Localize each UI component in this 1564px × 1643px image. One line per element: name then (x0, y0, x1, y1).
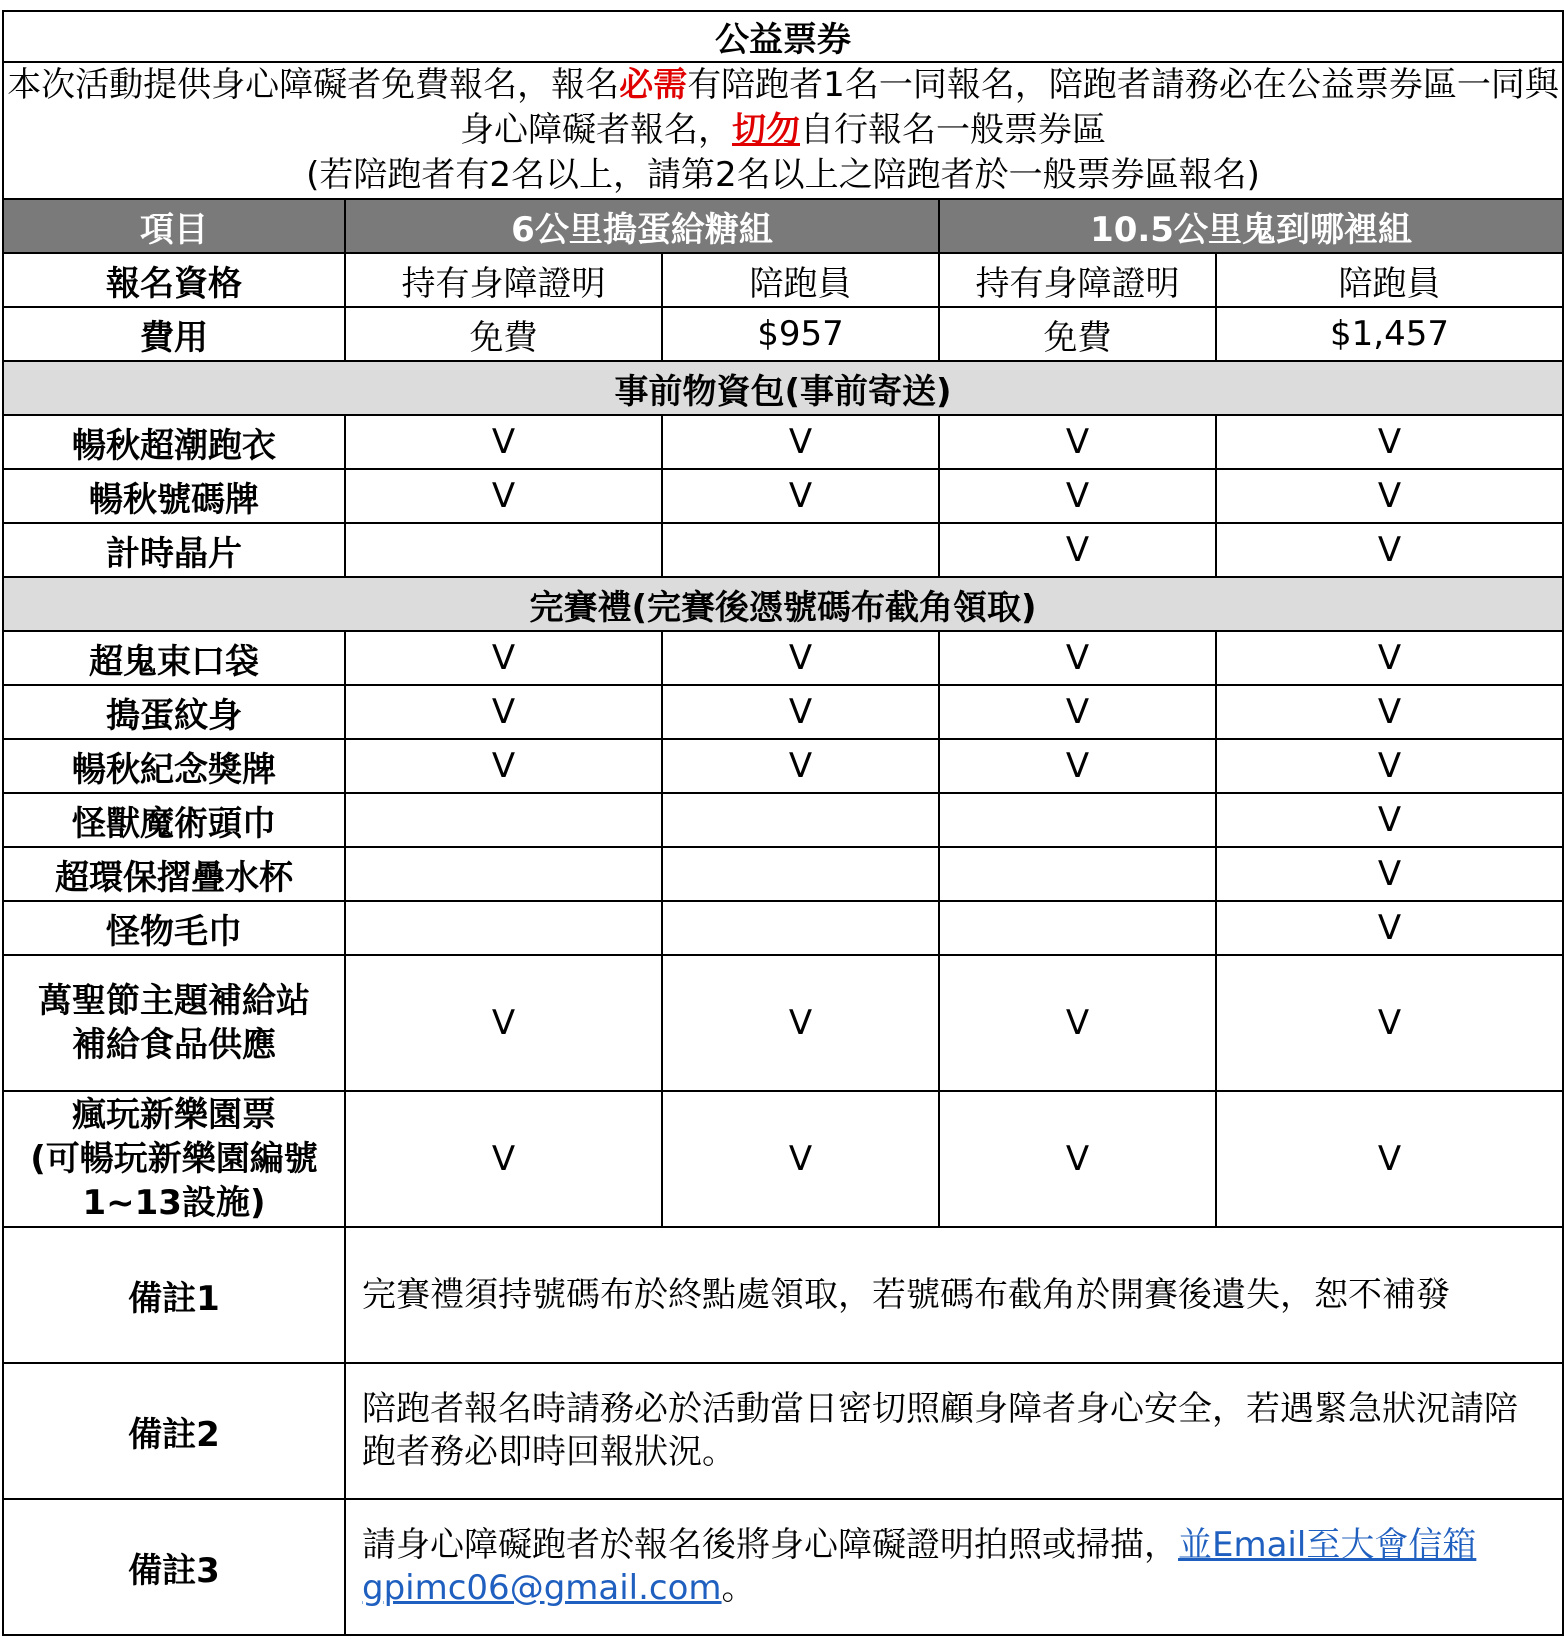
section-finisher-gifts: 完賽禮(完賽後憑號碼布截角領取) (3, 577, 1563, 631)
check-cell: V (662, 685, 939, 739)
check-cell (662, 847, 939, 901)
row-label: 怪獸魔術頭巾 (3, 793, 345, 847)
check-cell: V (939, 631, 1216, 685)
check-cell: V (1216, 901, 1563, 955)
fee-label: 費用 (3, 307, 345, 361)
table-row (3, 685, 1563, 739)
check-cell: V (345, 955, 662, 1091)
row-label: 計時晶片 (3, 523, 345, 577)
check-cell: V (662, 631, 939, 685)
check-cell: V (662, 469, 939, 523)
check-cell (939, 847, 1216, 901)
check-cell: V (939, 739, 1216, 793)
table-row (3, 901, 1563, 955)
section-pre-pack: 事前物資包(事前寄送) (3, 361, 1563, 415)
note-label: 備註3 (3, 1499, 345, 1635)
park-label: 瘋玩新樂園票 (可暢玩新樂園編號 1~13設施) (3, 1091, 345, 1227)
check-cell: V (1216, 469, 1563, 523)
check-cell: V (1216, 847, 1563, 901)
check-cell: V (1216, 739, 1563, 793)
check-cell: V (1216, 523, 1563, 577)
table-row (3, 631, 1563, 685)
fee-cell: 免費 (939, 307, 1216, 361)
check-cell (345, 793, 662, 847)
check-cell: V (939, 1091, 1216, 1227)
table-title: 公益票券 (3, 11, 1563, 62)
check-cell: V (1216, 1091, 1563, 1227)
check-cell: V (939, 469, 1216, 523)
check-cell (662, 901, 939, 955)
check-cell: V (939, 415, 1216, 469)
fee-cell: $1,457 (1216, 307, 1563, 361)
note-text: 完賽禮須持號碼布於終點處領取，若號碼布截角於開賽後遺失，恕不補發 (345, 1227, 1563, 1363)
forbidden-highlight: 切勿 (732, 110, 801, 150)
check-cell: V (345, 415, 662, 469)
check-cell: V (1216, 955, 1563, 1091)
eligibility-label: 報名資格 (3, 253, 345, 307)
table-row (3, 739, 1563, 793)
required-highlight: 必需 (619, 65, 688, 105)
note-label: 備註1 (3, 1227, 345, 1363)
check-cell: V (1216, 793, 1563, 847)
check-cell (345, 901, 662, 955)
header-item: 項目 (3, 199, 345, 253)
fee-cell: $957 (662, 307, 939, 361)
table-row (3, 847, 1563, 901)
eligibility-cell: 陪跑員 (662, 253, 939, 307)
check-cell: V (345, 631, 662, 685)
ticket-table (2, 10, 1564, 1636)
table-row (3, 955, 1563, 1091)
row-label: 超鬼束口袋 (3, 631, 345, 685)
check-cell: V (1216, 415, 1563, 469)
check-cell: V (345, 739, 662, 793)
row-label: 暢秋號碼牌 (3, 469, 345, 523)
header-group-10k: 10.5公里鬼到哪裡組 (939, 199, 1563, 253)
note-text: 請身心障礙跑者於報名後將身心障礙證明拍照或掃描，並Email至大會信箱gpimc06@gmail.com。 (345, 1499, 1563, 1635)
check-cell: V (345, 685, 662, 739)
check-cell: V (662, 415, 939, 469)
check-cell: V (662, 1091, 939, 1227)
table-row (3, 469, 1563, 523)
table-row (3, 793, 1563, 847)
check-cell (345, 523, 662, 577)
eligibility-cell: 持有身障證明 (345, 253, 662, 307)
check-cell (939, 793, 1216, 847)
row-label: 暢秋紀念獎牌 (3, 739, 345, 793)
check-cell: V (1216, 631, 1563, 685)
eligibility-cell: 持有身障證明 (939, 253, 1216, 307)
check-cell: V (939, 685, 1216, 739)
row-label: 怪物毛巾 (3, 901, 345, 955)
check-cell: V (662, 955, 939, 1091)
note-text: 陪跑者報名時請務必於活動當日密切照顧身障者身心安全，若遇緊急狀況請陪跑者務必即時回報狀況。 (345, 1363, 1563, 1499)
table-row (3, 415, 1563, 469)
intro-text: 本次活動提供身心障礙者免費報名，報名必需有陪跑者1名一同報名，陪跑者請務必在公益票券區一同與身心障礙者報名，切勿自行報名一般票券區 (若陪跑者有2名以上，請第2名以上之陪跑者於一般票券區報名) (3, 62, 1563, 199)
check-cell (345, 847, 662, 901)
check-cell (939, 901, 1216, 955)
check-cell (662, 523, 939, 577)
table-row (3, 1091, 1563, 1227)
eligibility-cell: 陪跑員 (1216, 253, 1563, 307)
header-group-6k: 6公里搗蛋給糖組 (345, 199, 939, 253)
email-link[interactable]: 並Email至大會信箱gpimc06@gmail.com (362, 1525, 1477, 1608)
check-cell: V (939, 523, 1216, 577)
row-label: 暢秋超潮跑衣 (3, 415, 345, 469)
note-label: 備註2 (3, 1363, 345, 1499)
row-label: 超環保摺疊水杯 (3, 847, 345, 901)
check-cell: V (939, 955, 1216, 1091)
fee-cell: 免費 (345, 307, 662, 361)
check-cell: V (345, 469, 662, 523)
table-row (3, 523, 1563, 577)
check-cell: V (345, 1091, 662, 1227)
check-cell: V (662, 739, 939, 793)
check-cell (662, 793, 939, 847)
check-cell: V (1216, 685, 1563, 739)
row-label: 搗蛋紋身 (3, 685, 345, 739)
supply-label: 萬聖節主題補給站 補給食品供應 (3, 955, 345, 1091)
